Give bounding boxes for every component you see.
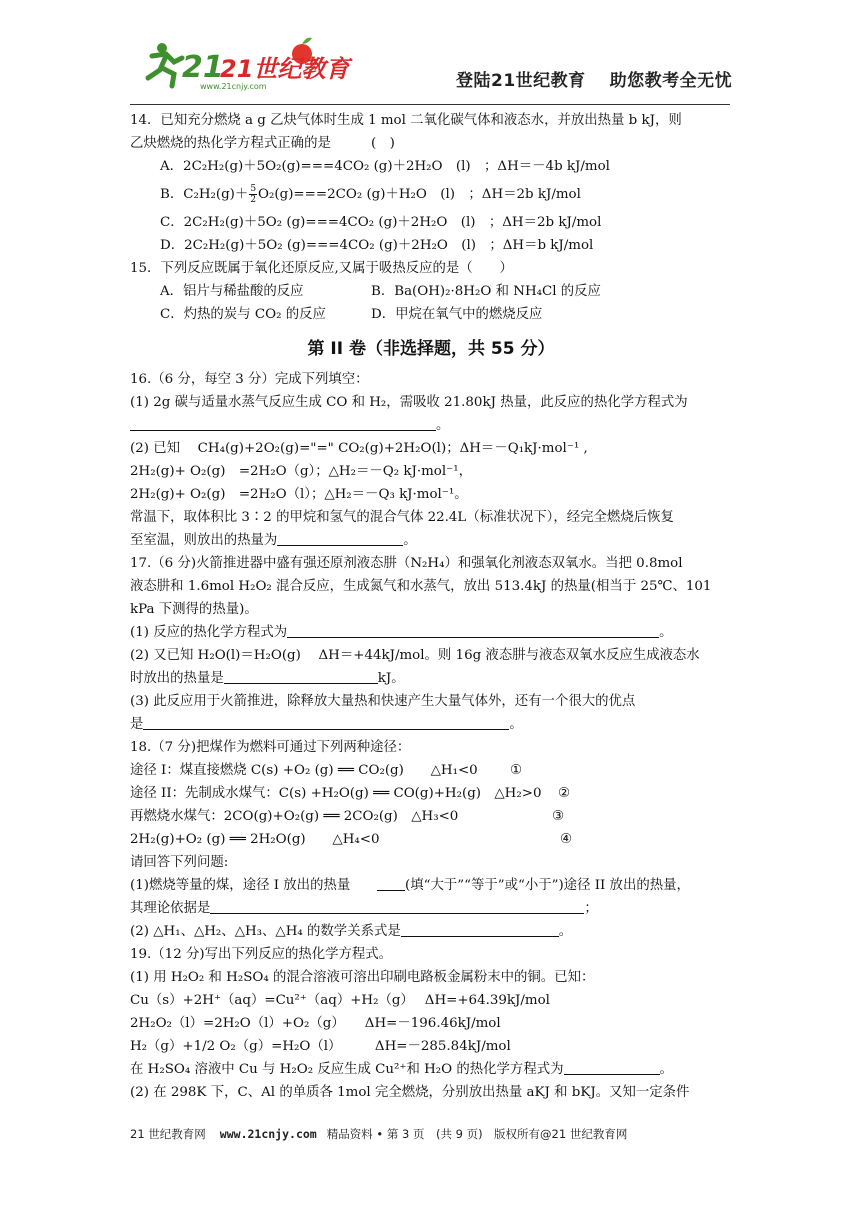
q18-route-4 [130, 828, 732, 851]
q17-part-3-line-1: (3) 此反应用于火箭推进，除释放大量热和快速产生大量气体外，还有一个很大的优点 [130, 694, 636, 709]
fraction-5-2 [249, 184, 257, 205]
footer-left: 21 世纪教育网 [130, 1127, 206, 1141]
q14-stem-line-1: 14．已知充分燃烧 a g 乙炔气体时生成 1 mol 二氧化碳气体和液态水，并放出热量 b kJ，则 [130, 113, 682, 128]
q15-options-row-2 [130, 303, 732, 326]
q17-stem-line-1: 17.（6 分)火箭推进器中盛有强还原剂液态肼（N₂H₄）和强氧化剂液态双氧水。当把 0.8mol [130, 556, 683, 571]
answer-blank[interactable] [210, 898, 584, 914]
question-15 [130, 257, 732, 326]
q17-stem-line-3: kPa 下测得的热量)。 [130, 602, 258, 617]
logo-url: www.21cnjy.com [200, 82, 267, 91]
q15-stem: 15．下列反应既属于氧化还原反应,又属于吸热反应的是（ ） [130, 261, 513, 276]
q17-stem-line-2: 液态肼和 1.6mol H₂O₂ 混合反应，生成氮气和水蒸气，放出 513.4kJ 的热量(相当于 25℃、101 [130, 579, 712, 594]
circled-number-3: ③ [552, 809, 565, 824]
q16-part-2-line-3: 2H₂(g)+ O₂(g) =2H₂O（l）；△H₂＝－Q₃ kJ·mol⁻¹。 [130, 487, 468, 502]
punct: 。 [659, 625, 673, 640]
punct: 。 [403, 533, 417, 548]
logo-text: 21世纪教育 [220, 55, 350, 83]
q16-part-2-line-1: (2) 已知 CH₄(g)+2O₂(g)="=" CO₂(g)+2H₂O(l)；ΔH＝－Q₁kJ·mol⁻¹ , [130, 441, 588, 456]
circled-number-1: ① [510, 763, 523, 778]
answer-blank[interactable] [130, 415, 436, 431]
q18-part-1-line-2 [130, 897, 732, 920]
q18-part-1-text-2: (填“大于”“等于”或“小于”)途径 II 放出的热量， [405, 878, 690, 893]
q18-route-4-text: 2H₂(g)+O₂ (g) ══ 2H₂O(g) △H₄<0 [130, 832, 380, 847]
svg-text:21: 21 [182, 50, 224, 85]
q17-part-2-line-1: (2) 又已知 H₂O(l)＝H₂O(g) ΔH＝+44kJ/mol。则 16g 液态肼与液态双氧水反应生成液态水 [130, 648, 700, 663]
q18-route-3 [130, 805, 732, 828]
answer-blank[interactable] [287, 622, 659, 638]
q17-part-2-line-2 [130, 667, 732, 690]
q18-part-2 [130, 920, 732, 943]
running-figure-icon [148, 43, 182, 86]
q16-part-1: (1) 2g 碳与适量水蒸气反应生成 CO 和 H₂，需吸收 21.80kJ 热量，此反应的热化学方程式为 [130, 395, 688, 410]
circled-number-4: ④ [560, 832, 573, 847]
answer-blank[interactable] [143, 714, 509, 730]
punct: ； [584, 901, 598, 916]
footer-site-link[interactable]: www.21cnjy.com [219, 1127, 317, 1141]
q17-part-2-text: 时放出的热量是 [130, 671, 224, 686]
q19-equation-4 [130, 1058, 732, 1081]
punct: 。 [558, 924, 573, 939]
q19-equation-2: 2H₂O₂（l）=2H₂O（l）+O₂（g） ΔH=－196.46kJ/mol [130, 1016, 501, 1031]
q17-part-3-line-2 [130, 713, 732, 736]
fraction-denominator: 2 [250, 195, 257, 205]
circled-number-2: ② [558, 786, 571, 801]
q17-part-1 [130, 621, 732, 644]
answer-blank[interactable] [224, 668, 378, 684]
q15-option-c: C．灼热的炭与 CO₂ 的反应 [160, 307, 326, 322]
q16-part-2-line-4: 常温下，取体积比 3∶2 的甲烷和氢气的混合气体 22.4L（标准状况下），经完全燃烧后恢复 [130, 510, 674, 525]
q16-stem: 16.（6 分，每空 3 分）完成下列填空： [130, 372, 369, 387]
q15-option-a: A．铝片与稀盐酸的反应 [160, 284, 304, 299]
q16-part-1-answer-line [130, 414, 732, 437]
slogan-left: 登陆21世纪教育 [456, 71, 586, 91]
answer-blank[interactable] [564, 1059, 660, 1075]
q19-part-1: (1) 用 H₂O₂ 和 H₂SO₄ 的混合溶液可溶出印刷电路板金属粉末中的铜。已知： [130, 970, 595, 985]
q18-part-2-text: (2) △H₁、△H₂、△H₃、△H₄ 的数学关系式是 [130, 924, 401, 939]
q16-part-2-text: 至室温，则放出的热量为 [130, 533, 278, 548]
q18-part-1-basis: 其理论依据是 [130, 901, 211, 916]
header-slogan [456, 66, 732, 91]
q14-option-c: C．2C₂H₂(g)＋5O₂ (g)===4CO₂ (g)＋2H₂O (l) ；ΔH＝2b kJ/mol [160, 215, 602, 230]
section-title: 第 II 卷（非选择题，共 55 分） [307, 339, 555, 359]
question-14 [130, 109, 732, 257]
q19-equation-4-text: 在 H₂SO₄ 溶液中 Cu 与 H₂O₂ 反应生成 Cu²⁺和 H₂O 的热化学方程式为 [130, 1062, 564, 1077]
page-footer [130, 1126, 627, 1142]
q14-option-b [130, 178, 732, 211]
logo-21cnjy [140, 34, 350, 96]
question-17 [130, 552, 732, 736]
answer-blank[interactable] [401, 921, 559, 937]
q14-option-b-text-pre: B．C₂H₂(g)＋ [160, 187, 249, 202]
q19-part-2: (2) 在 298K 下，C、Al 的单质各 1mol 完全燃烧，分别放出热量 aKJ 和 bKJ。又知一定条件 [130, 1085, 690, 1100]
question-16 [130, 368, 732, 552]
answer-blank[interactable] [277, 530, 403, 546]
q18-part-1-text: (1)燃烧等量的煤，途径 I 放出的热量 [130, 878, 378, 893]
fraction-numerator: 5 [250, 184, 257, 194]
q16-part-2-line-2: 2H₂(g)+ O₂(g) =2H₂O（g）；△H₂＝－Q₂ kJ·mol⁻¹， [130, 464, 472, 479]
punct: 。 [509, 717, 523, 732]
q14-option-d: D．2C₂H₂(g)＋5O₂ (g)===4CO₂ (g)＋2H₂O (l) ；ΔH＝b kJ/mol [160, 238, 594, 253]
q18-route-2-text: 途径 II：先制成水煤气：C(s) +H₂O(g) ══ CO(g)+H₂(g) △H₂>0 [130, 786, 542, 801]
q15-options-row-1 [130, 280, 732, 303]
q14-option-b-text-post: O₂(g)===2CO₂ (g)＋H₂O (l) ；ΔH＝2b kJ/mol [258, 187, 581, 202]
slogan-right: 助您教考全无忧 [609, 71, 733, 91]
q18-route-1 [130, 759, 732, 782]
unit: kJ。 [377, 671, 405, 686]
q17-part-1-text: (1) 反应的热化学方程式为 [130, 625, 288, 640]
q18-ask: 请回答下列问题: [130, 855, 229, 870]
footer-right: 精品资料 • 第 3 页 (共 9 页) 版权所有@21 世纪教育网 [326, 1127, 628, 1141]
q16-part-2-line-5 [130, 529, 732, 552]
punct: 。 [659, 1062, 673, 1077]
q18-stem: 18.（7 分)把煤作为燃料可通过下列两种途径： [130, 740, 411, 755]
punct: 。 [436, 418, 450, 433]
question-18 [130, 736, 732, 943]
q14-option-a: A．2C₂H₂(g)＋5O₂(g)===4CO₂ (g)＋2H₂O (l) ；ΔH＝－4b kJ/mol [160, 159, 610, 174]
q14-stem-line-2: 乙炔燃烧的热化学方程式正确的是 ( ) [130, 136, 395, 151]
q15-option-b: B．Ba(OH)₂·8H₂O 和 NH₄Cl 的反应 [371, 284, 601, 299]
answer-blank[interactable] [377, 875, 405, 891]
q19-stem: 19.（12 分)写出下列反应的热化学方程式。 [130, 947, 393, 962]
q19-equation-1: Cu（s）+2H⁺（aq）=Cu²⁺（aq）+H₂（g） ΔH=+64.39kJ/mol [130, 993, 550, 1008]
header-divider [130, 104, 730, 105]
q19-equation-3: H₂（g）+1/2 O₂（g）=H₂O（l） ΔH=－285.84kJ/mol [130, 1039, 511, 1054]
q15-option-d: D．甲烷在氧气中的燃烧反应 [371, 307, 543, 322]
q18-route-1-text: 途径 I：煤直接燃烧 C(s) +O₂ (g) ══ CO₂(g) △H₁<0 [130, 763, 478, 778]
q17-part-3-text: 是 [130, 717, 144, 732]
q18-route-3-text: 再燃烧水煤气：2CO(g)+O₂(g) ══ 2CO₂(g) △H₃<0 [130, 809, 459, 824]
q18-part-1-line-1 [130, 874, 732, 897]
question-19 [130, 943, 732, 1104]
q18-route-2 [130, 782, 732, 805]
content [130, 109, 732, 1104]
